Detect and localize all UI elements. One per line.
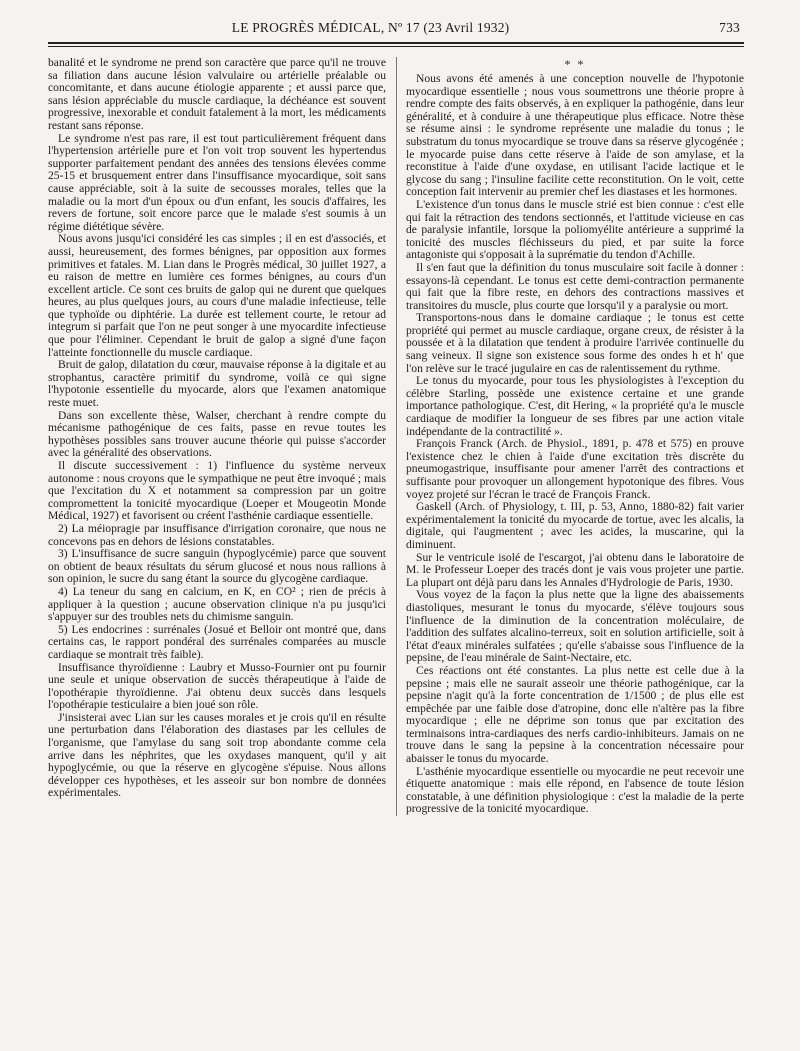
page-number: 733 xyxy=(719,20,740,35)
right-column xyxy=(396,57,744,816)
paragraph: Transportons-nous dans le domaine cardiaque ; le tonus est cette propriété qui permet au muscle cardiaque, organe creux, de résister à la poussée et à la dilatation que tendent à produire l'arrivée continuelle du sang veineux. Il signe son existence sous forme des ondes h et h' que l'on relève sur le tracé jugulaire en cas de ralentissement du rythme. xyxy=(406,311,744,375)
section-ornament: * * xyxy=(564,57,586,71)
paragraph: Nous avons été amenés à une conception nouvelle de l'hypotonie myocardique essentielle ; nous vous soumettrons une théorie propre à rendre compte des faits observés, à en expliquer la pathogénie, dans leur généralité, et à conduire à une thérapeutique plus efficace. Notre thèse se résume ainsi : le syndrome représente une maladie du tonus ; le substratum du tonus myocardique se trouve dans sa réserve glycogénée ; le myocarde puise dans cette réserve à l'aide de son amylase, et la reconstitue à l'aide d'une oxydase, en utilisant l'acide lactique et le glycose du sang ; l'insuline facilite cette reconstitution. On le voit, cette conception fait intervenir au premier chef les diastases et les hormones. xyxy=(406,72,744,199)
two-column-body xyxy=(48,57,744,816)
paragraph: Nous avons jusqu'ici considéré les cas simples ; il en est d'associés, et aussi, heureusement, des formes bénignes, par opposition aux formes primitives et fatales. M. Lian dans le Progrès médical, 30 juillet 1927, a eu raison de mettre en lumière ces formes bénignes, au cours d'un excellent article. Ce sont ces bruits de galop qui ne durent que quelques heures, au plus quelques jours, au cours d'une maladie infectieuse, telle que typhoïde ou diphtérie. La durée est tellement courte, le retour ad integrum si parfait que l'on ne peut songer à une myocardite infectieuse que pour l'éliminer. Cependant le bruit de galop a signé d'une façon l'atteinte fonctionnelle du muscle cardiaque. xyxy=(48,232,386,359)
paragraph: Vous voyez de la façon la plus nette que la ligne des abaissements diastoliques, mesurant le tonus du myocarde, s'élève toujours sous l'influence de la diminution de la concentration moléculaire, de l'addition des sulfates alcalino-terreux, soit en solution artificielle, soit à l'état d'eaux minérales sulfatées ; qu'elle s'abaisse sous l'influence de la pepsine, de l'eau minérale de Saint-Nectaire, etc. xyxy=(406,588,744,665)
header-rule-thin xyxy=(48,46,744,47)
paragraph: Dans son excellente thèse, Walser, cherchant à rendre compte du mécanisme pathogénique de ces faits, passe en revue toutes les hypothèses possibles sans trouver aucune théorie qui puisse s'accorder avec la généralité des observations. xyxy=(48,408,386,460)
paragraph: Il s'en faut que la définition du tonus musculaire soit facile à donner : essayons-là cependant. Le tonus est cette demi-contraction permanente qui fait que la fibre reste, en dehors des contractions massives et transitoires du muscle, plus courte que lorsqu'il y a paralysie ou mort. xyxy=(406,260,744,312)
paragraph: Ces réactions ont été constantes. La plus nette est celle due à la pepsine ; mais elle ne saurait asseoir une théorie pathogénique, car la pepsine n'agit qu'à la forte concentration de 1/1500 ; de plus elle est empêchée par une faible dose d'atropine, donc elle n'altère pas la fibre myocardique ; elle ne déprime son tonus que par excitation des terminaisons intra-cardiaques des nerfs cardio-inhibiteurs. Jamais on ne trouve dans le sang la pepsine à la concentration nécessaire pour abaisser le tonus du myocarde. xyxy=(406,663,744,766)
paragraph: Le syndrome n'est pas rare, il est tout particulièrement fréquent dans l'hypertension artérielle pure et l'on voit trop souvent les hypertendus supporter parfaitement pendant des années des tensions élevées comme 25-15 et brusquement entrer dans l'insuffisance myocardique, soit sans cause appréciable, soit à la suite de secousses morales, telles que la maladie ou la mort d'un époux ou d'un enfant, les soucis d'affaires, les revers de fortune, soit encore parce que le malade s'est soumis à un régime diététique sévère. xyxy=(48,131,386,233)
paragraph: 4) La teneur du sang en calcium, en K, en CO² ; rien de précis à appliquer à la question ; aucune observation clinique n'a pu jusqu'ici s'appuyer sur des troubles nets du chimisme sanguin. xyxy=(48,584,386,624)
paragraph: Insuffisance thyroïdienne : Laubry et Musso-Fournier ont pu fournir une seule et unique observation de succès thérapeutique à l'aide de l'opothérapie thyroïdienne. J'ai obtenu deux succès dans lesquels l'opothérapie testiculaire a bien joué son rôle. xyxy=(48,660,386,712)
paragraph: L'asthénie myocardique essentielle ou myocardie ne peut recevoir une étiquette anatomique : mais elle répond, en l'absence de toute lésion constatable, à une définition physiologique : c'est la maladie de la perte progressive de la tonicité myocardique. xyxy=(406,764,744,816)
running-head xyxy=(48,20,744,36)
paragraph: Gaskell (Arch. of Physiology, t. III, p. 53, Anno, 1880-82) fait varier expérimentalement la tonicité du myocarde de tortue, avec les alcalis, la digitale, qui l'augmentent ; avec les acides, la muscarine, qui la diminuent. xyxy=(406,500,744,551)
journal-title: LE PROGRÈS MÉDICAL, Nº 17 (23 Avril 1932) xyxy=(231,20,510,35)
paragraph: Sur le ventricule isolé de l'escargot, j'ai obtenu dans le laboratoire de M. le Professeur Loeper des tracés dont je vais vous projeter une partie. La plupart ont déjà paru dans les Annales d'Hydrologie de Paris, 1930. xyxy=(406,550,744,589)
paragraph: Il discute successivement : 1) l'influence du système nerveux autonome : nous croyons que le sympathique ne peut être invoqué ; mais que l'excitation du X et notamment sa compression par un goitre compromettent la tonicité myocardique (Loeper et Mougeotin Monde Médical, 1927) et favorisent ou créent l'asthénie cardiaque essentielle. xyxy=(48,459,386,523)
paragraph: 5) Les endocrines : surrénales (Josué et Belloir ont montré que, dans certains cas, le rapport pondéral des surrénales comparées au muscle cardiaque se montrait très faible). xyxy=(48,622,386,661)
left-column xyxy=(48,57,396,816)
paragraph: J'insisterai avec Lian sur les causes morales et je crois qu'il en résulte une perturbation dans l'élaboration des diastases par les cellules de l'organisme, que l'amylase du sang soit trop abondante comme cela arrive dans les néphrites, que les oxydases manquent, qu'il y ait hypoglycémie, ou que la réserve en glycogène s'épuise. Nous allons développer ces hypothèses, et les asseoir sur bon nombre de données expérimentales. xyxy=(48,710,386,800)
header-rule xyxy=(48,42,744,44)
paragraph: 3) L'insuffisance de sucre sanguin (hypoglycémie) parce que souvent on obtient de beaux résultats du sérum glucosé et nous nous rallions à son opinion, le sucre du sang étant la source du glycogène cardiaque. xyxy=(48,547,386,586)
paragraph: L'existence d'un tonus dans le muscle strié est bien connue : c'est elle qui fait la rétraction des tendons sectionnés, et l'attitude vicieuse en cas de paralysie infantile, lorsque la poliomyélite antérieure a supprimé la tonicité des muscles fléchisseurs du pied, et par suite la force antagoniste qui s'opposait à la suprématie du tendon d'Achille. xyxy=(406,197,744,262)
paragraph: François Franck (Arch. de Physiol., 1891, p. 478 et 575) en prouve l'existence chez le chien à l'aide d'une excitation très discrète du pneumogastrique, insuffisante pour amener l'arrêt des contractions et suffisante pour provoquer un allongement hypotonique des fibres. Vous voyez projeté sur l'écran le tracé de François Franck. xyxy=(406,437,744,501)
paragraph: 2) La méiopragie par insuffisance d'irrigation coronaire, que nous ne concevons pas en dehors de lésions constatables. xyxy=(48,521,386,548)
paragraph: Bruit de galop, dilatation du cœur, mauvaise réponse à la digitale et au strophantus, caractère primitif du syndrome, voilà ce qui signe l'hypotonie essentielle du myocarde, alors que l'examen anatomique reste muet. xyxy=(48,358,386,410)
paragraph: Le tonus du myocarde, pour tous les physiologistes à l'exception du célèbre Starling, possède une existence certaine et une grande importance pathologique. C'est, dit Hering, « la propriété qu'a le muscle cardiaque de modifier la longueur de ses fibres par une action vitale indépendante de la contractilité ». xyxy=(406,374,744,438)
paragraph: banalité et le syndrome ne prend son caractère que parce qu'il ne trouve sa filiation dans aucune lésion valvulaire ou artérielle préalable ou concomitante, et dans aucune étiologie apparente ; et aussi parce que, sans lésion appréciable du muscle cardiaque, la déchéance est souvent progressive, inexorable et conduit fatalement à la mort, les médicaments restant sans réponse. xyxy=(48,56,386,132)
